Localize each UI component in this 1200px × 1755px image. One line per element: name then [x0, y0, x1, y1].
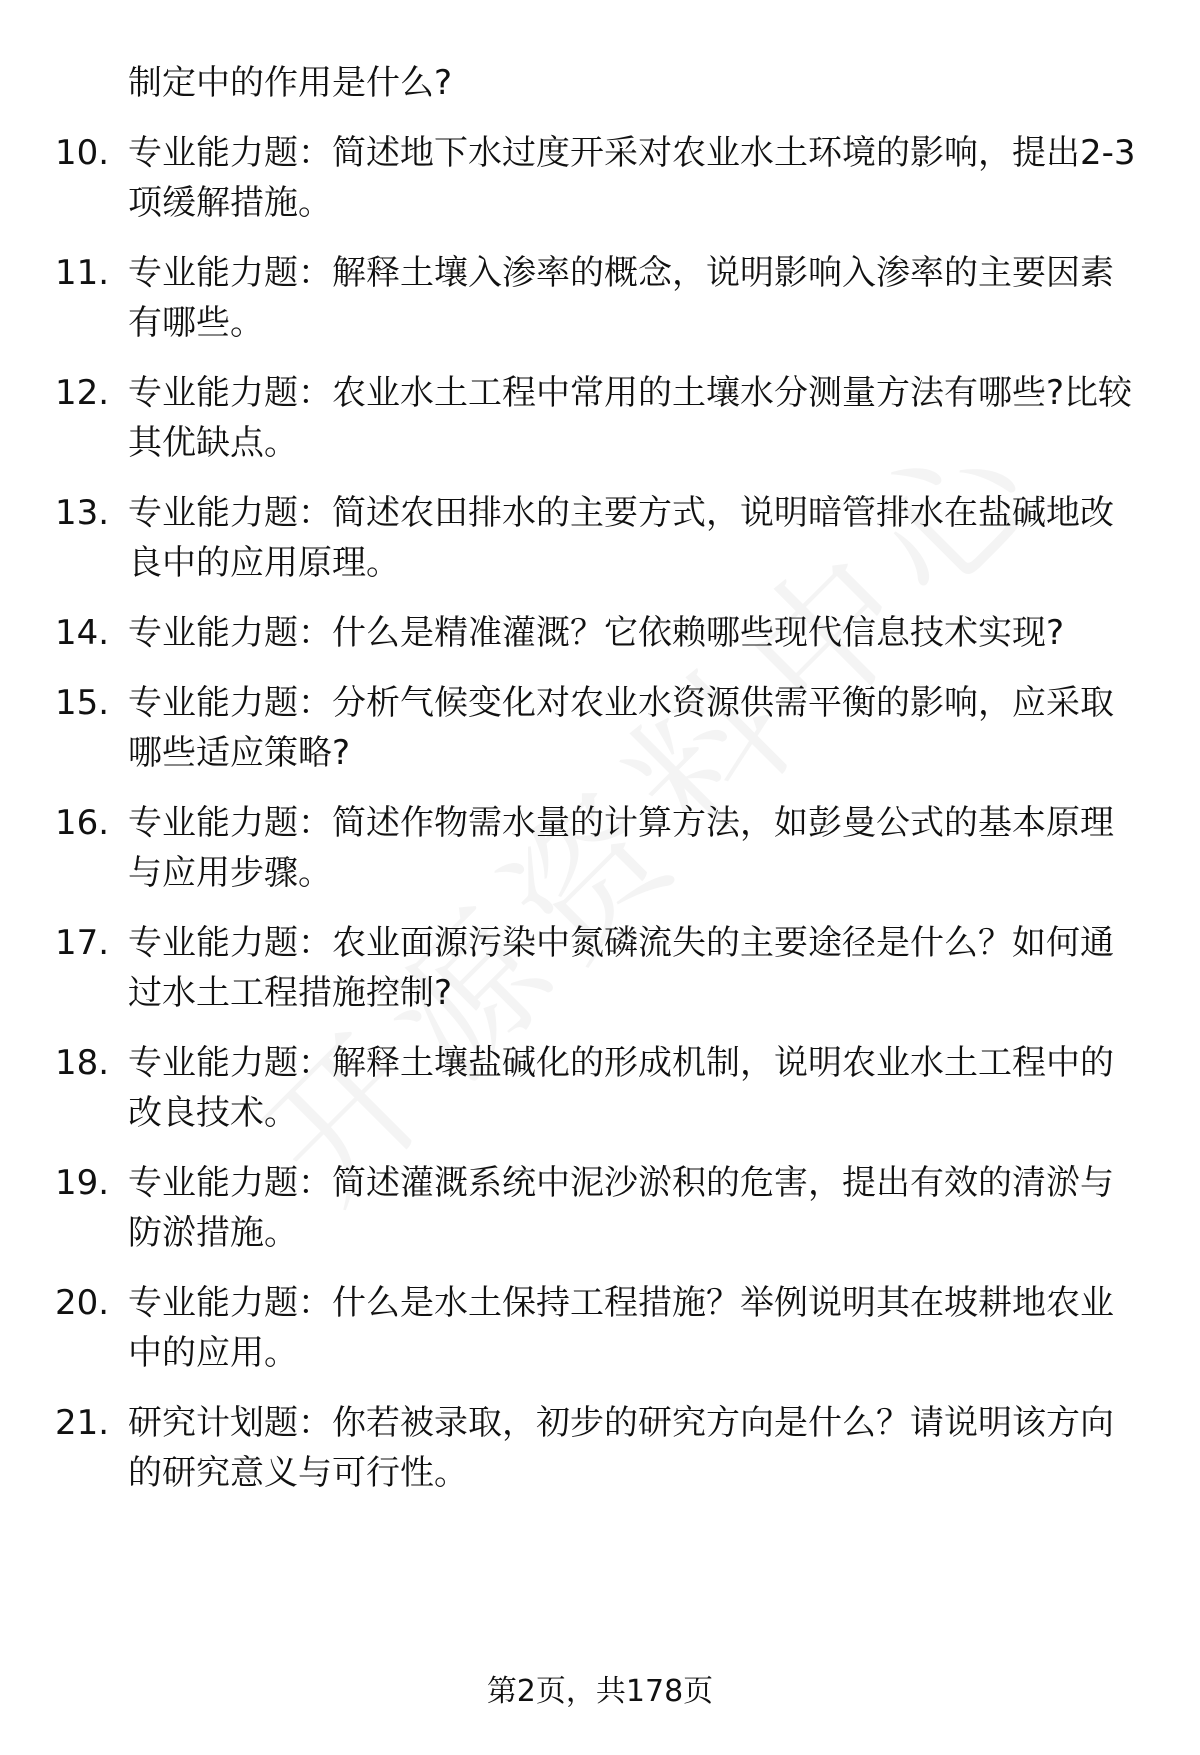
question-text: 专业能力题：分析气候变化对农业水资源供需平衡的影响，应采取哪些适应策略? [128, 683, 1114, 773]
question-number: 12. [55, 373, 110, 413]
question-number: 21. [55, 1403, 110, 1443]
question-text: 专业能力题：什么是水土保持工程措施？举例说明其在坡耕地农业中的应用。 [128, 1283, 1114, 1373]
question-number: 15. [55, 683, 110, 723]
question-number: 20. [55, 1283, 110, 1323]
question-text: 专业能力题：解释土壤盐碱化的形成机制，说明农业水土工程中的改良技术。 [128, 1043, 1114, 1133]
question-number: 19. [55, 1163, 110, 1203]
question-number: 14. [55, 613, 110, 653]
question-text: 专业能力题：简述作物需水量的计算方法，如彭曼公式的基本原理与应用步骤。 [128, 803, 1114, 893]
question-text: 专业能力题：农业水土工程中常用的土壤水分测量方法有哪些?比较其优缺点。 [128, 373, 1133, 463]
question-text: 专业能力题：简述农田排水的主要方式，说明暗管排水在盐碱地改良中的应用原理。 [128, 493, 1114, 583]
question-number: 11. [55, 253, 110, 293]
question-number: 18. [55, 1043, 110, 1083]
question-number: 16. [55, 803, 110, 843]
question-text: 专业能力题：简述灌溉系统中泥沙淤积的危害，提出有效的清淤与防淤措施。 [128, 1163, 1114, 1253]
page-footer: 第2页，共178页 [486, 1674, 714, 1709]
question-text: 研究计划题：你若被录取，初步的研究方向是什么？请说明该方向的研究意义与可行性。 [128, 1403, 1114, 1493]
question-text: 专业能力题：什么是精准灌溉？它依赖哪些现代信息技术实现? [128, 613, 1065, 653]
question-text: 专业能力题：简述地下水过度开采对农业水土环境的影响，提出2-3项缓解措施。 [128, 133, 1136, 223]
question-text: 专业能力题：农业面源污染中氮磷流失的主要途径是什么？如何通过水土工程措施控制? [128, 923, 1114, 1013]
question-text: 专业能力题：解释土壤入渗率的概念，说明影响入渗率的主要因素有哪些。 [128, 253, 1114, 343]
question-number: 10. [55, 133, 110, 173]
continuation-text: 制定中的作用是什么? [128, 63, 453, 103]
question-number: 13. [55, 493, 110, 533]
question-number: 17. [55, 923, 110, 963]
